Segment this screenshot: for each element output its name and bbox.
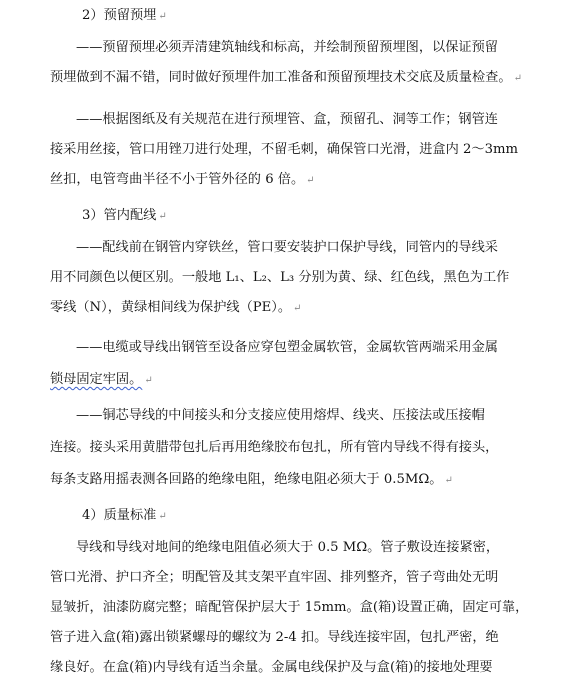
text-line: ——配线前在钢管内穿铁丝，管口要安装护口保护导线，同管内的导线采 xyxy=(76,240,498,255)
heading-embedding: 2）预留预埋 ↵ xyxy=(82,8,167,23)
paragraph-mark: ↵ xyxy=(158,211,167,222)
text-line: 锁母固定牢固。 ↵ xyxy=(50,372,153,387)
text-line: 导线和导线对地间的绝缘电阻值必须大于 0.5 MΩ。管子敷设连接紧密， xyxy=(76,540,500,555)
heading-quality: 4）质量标准 ↵ xyxy=(82,508,167,523)
paragraph-mark: ↵ xyxy=(513,73,522,84)
text-line: 丝扣，电管弯曲半径不小于管外径的 6 倍。 ↵ xyxy=(50,172,315,187)
text-line: ——电缆或导线出钢管至设备应穿包塑金属软管，金属软管两端采用金属 xyxy=(76,340,498,355)
text-line: 缘良好。在盒(箱)内导线有适当余量。金属电线保护及与盒(箱)的接地处理要 xyxy=(50,660,493,675)
paragraph-mark: ↵ xyxy=(158,511,167,522)
text-line: 接采用丝接，管口用锉刀进行处理，不留毛刺，确保管口光滑，进盒内 2～3mm xyxy=(50,142,518,157)
paragraph-mark: ↵ xyxy=(444,475,453,486)
text-line: 管口光滑、护口齐全；明配管及其支架平直牢固、排列整齐，管子弯曲处无明 xyxy=(50,570,499,585)
text-line: ——预留预埋必须弄清建筑轴线和标高，并绘制预留预埋图，以保证预留 xyxy=(76,40,498,55)
paragraph-mark: ↵ xyxy=(306,175,315,186)
paragraph-mark: ↵ xyxy=(293,303,302,314)
text-line: 预埋做到不漏不错，同时做好预埋件加工准备和预留预埋技术交底及质量检查。 ↵ xyxy=(50,70,522,85)
text-line: 每条支路用摇表测各回路的绝缘电阻，绝缘电阻必须大于 0.5MΩ。 ↵ xyxy=(50,472,453,487)
text-line: 用不同颜色以便区别。一般地 L₁、L₂、L₃ 分别为黄、绿、红色线，黑色为工作 xyxy=(50,270,510,285)
paragraph-mark: ↵ xyxy=(144,375,153,386)
paragraph-mark: ↵ xyxy=(158,11,167,22)
text-line: 连接。接头采用黄腊带包扎后再用绝缘胶布包扎，所有管内导线不得有接头， xyxy=(50,440,499,455)
text-line: 管子进入盒(箱)露出锁紧螺母的螺纹为 2-4 扣。导线连接牢固，包扎严密，绝 xyxy=(50,630,499,645)
text-line: ——根据图纸及有关规范在进行预埋管、盒，预留孔、洞等工作；钢管连 xyxy=(76,112,498,127)
heading-wiring: 3）管内配线 ↵ xyxy=(82,208,167,223)
text-line: ——铜芯导线的中间接头和分支接应使用熔焊、线夹、压接法或压接帽 xyxy=(76,408,485,423)
text-line: 零线（N），黄绿相间线为保护线（PE）。 ↵ xyxy=(50,300,302,315)
text-line: 显皱折，油漆防腐完整；暗配管保护层大于 15mm。盒(箱)设置正确，固定可靠， xyxy=(50,600,529,615)
